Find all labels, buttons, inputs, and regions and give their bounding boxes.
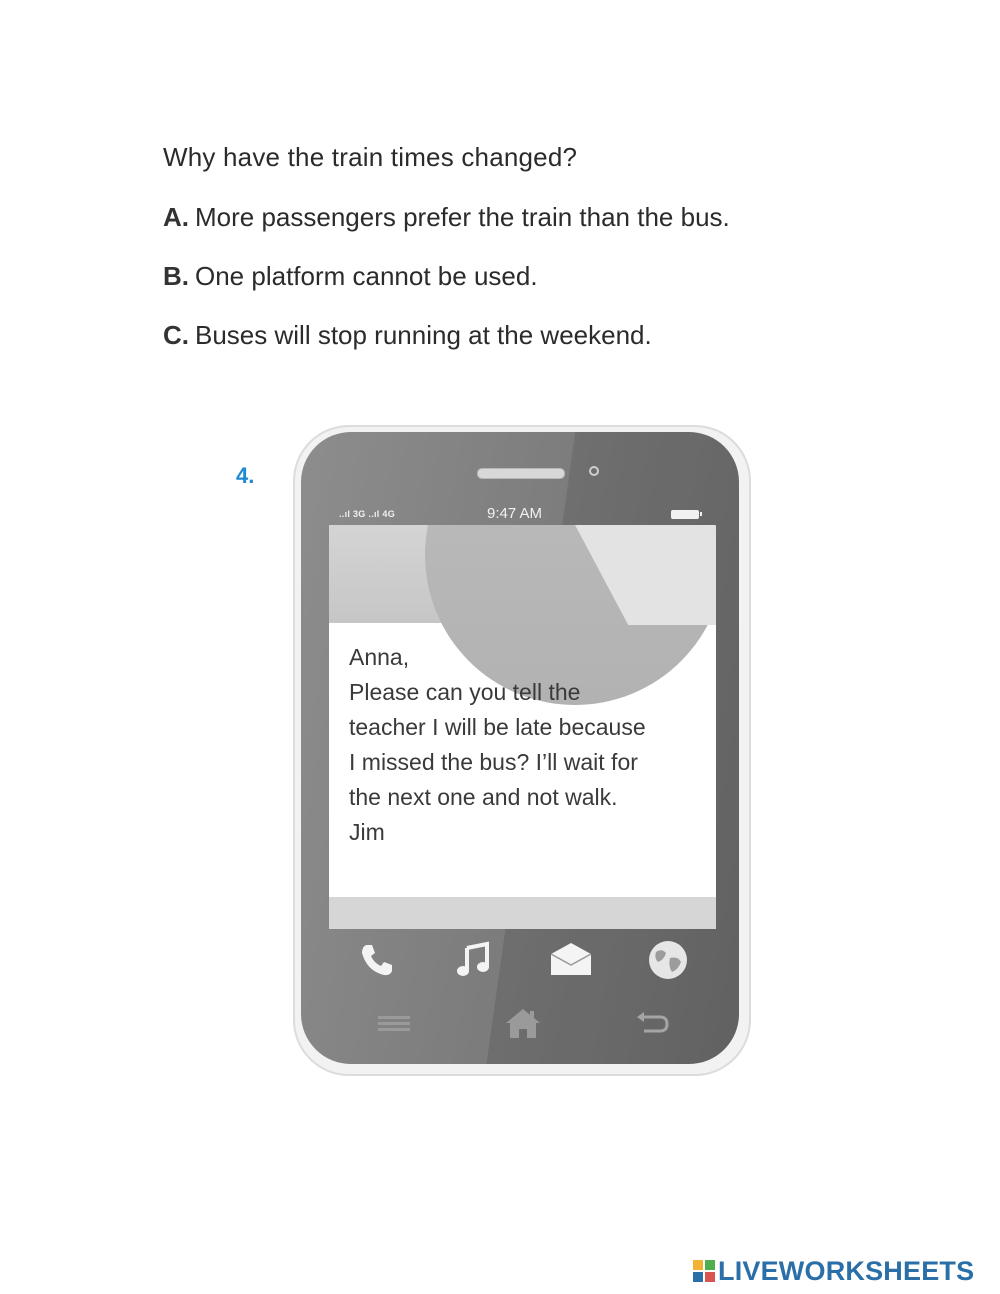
liveworksheets-logo-icon (693, 1260, 715, 1282)
screen-header-graphic (329, 525, 716, 623)
music-note-icon (450, 936, 498, 984)
back-icon (632, 1006, 672, 1040)
option-c[interactable] (163, 320, 652, 351)
option-text: More passengers prefer the train than the bus. (195, 202, 730, 232)
message-line: the next one and not walk. (349, 784, 618, 810)
menu-icon (374, 1006, 414, 1040)
text-message (349, 640, 709, 850)
phone-screen (329, 525, 716, 929)
question-text: Why have the train times changed? (163, 142, 578, 172)
app-dock (329, 929, 716, 991)
message-line: Anna, (349, 644, 410, 670)
option-a[interactable] (163, 202, 730, 233)
message-line: Please can you tell the (349, 679, 581, 705)
message-line: Jim (349, 819, 385, 845)
speaker-grille (477, 468, 565, 479)
liveworksheets-logo (693, 1256, 974, 1286)
option-text: Buses will stop running at the weekend. (195, 320, 652, 350)
option-b[interactable] (163, 261, 538, 292)
option-text: One platform cannot be used. (195, 261, 538, 291)
mail-icon (547, 936, 595, 984)
option-letter: A. (163, 202, 189, 232)
message-line: I missed the bus? I’ll wait for (349, 749, 638, 775)
phone-illustration (301, 432, 739, 1064)
home-icon (503, 1006, 543, 1040)
brand-text: LIVEWORKSHEETS (718, 1255, 975, 1286)
phone-nav-bar (329, 998, 716, 1048)
signal-indicator: ..ıl 3G ..ıl 4G (339, 509, 396, 519)
front-camera-icon (589, 466, 599, 476)
status-time: 9:47 AM (487, 505, 543, 522)
battery-icon (671, 510, 699, 519)
status-bar (329, 505, 711, 525)
option-letter: B. (163, 261, 189, 291)
phone-icon (353, 936, 401, 984)
globe-icon (644, 936, 692, 984)
item-number: 4. (236, 463, 255, 488)
message-line: teacher I will be late because (349, 714, 646, 740)
option-letter: C. (163, 320, 189, 350)
screen-footer-band (329, 897, 716, 929)
